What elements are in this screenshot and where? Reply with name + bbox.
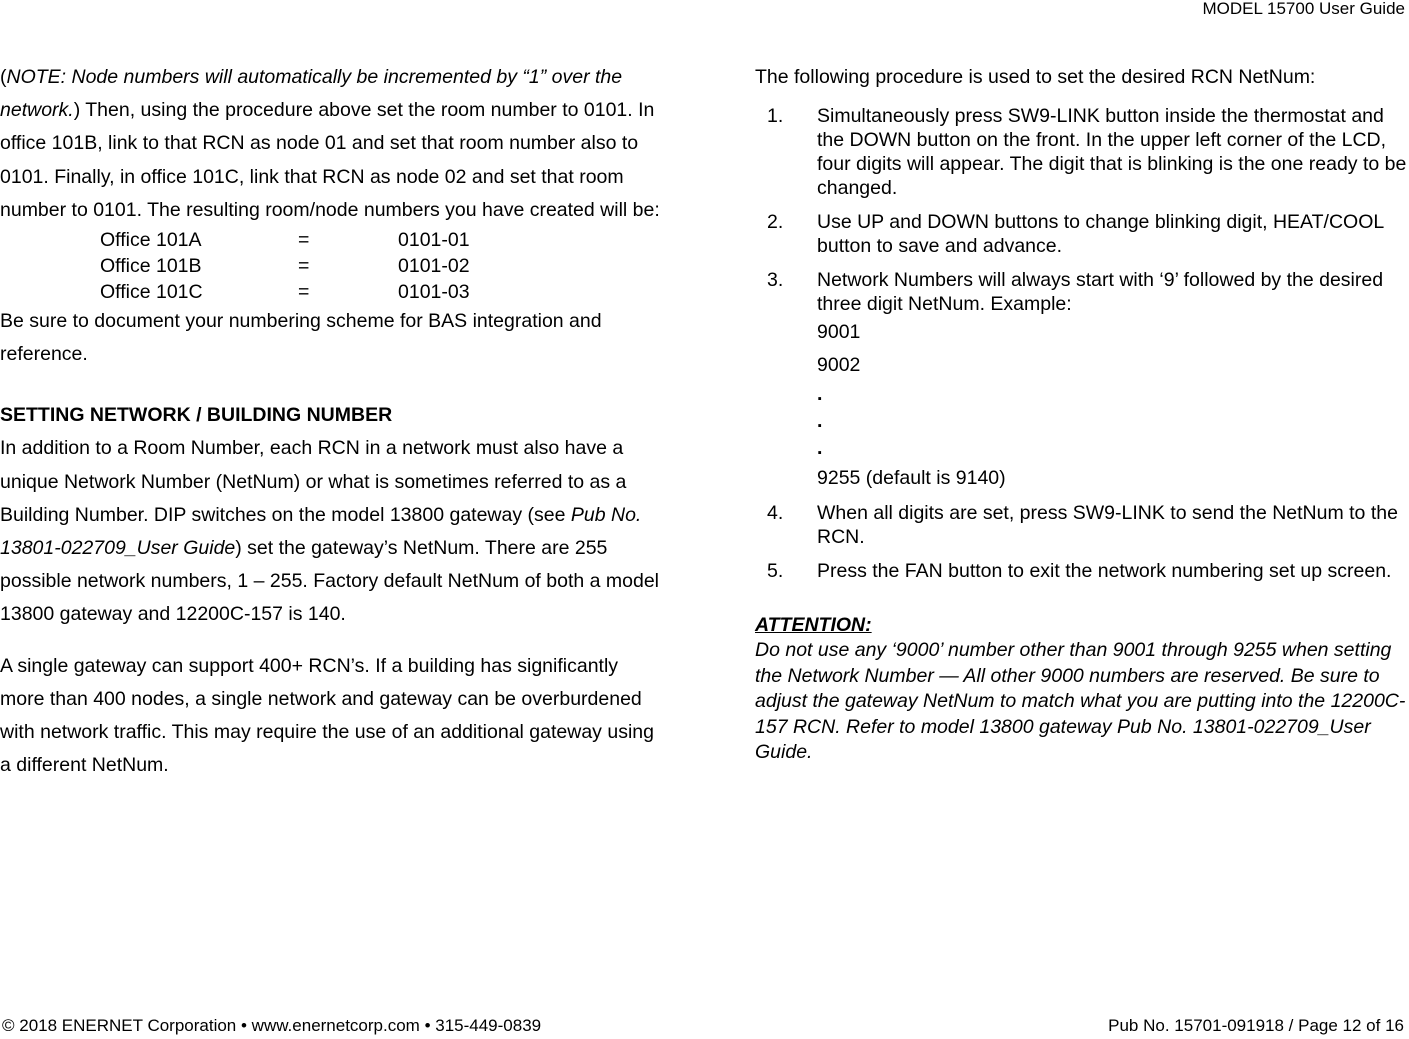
list-item bbox=[755, 559, 1409, 583]
right-column bbox=[755, 61, 1409, 766]
left-column bbox=[0, 61, 660, 782]
procedure-intro: The following procedure is used to set the desired RCN NetNum: bbox=[755, 66, 1316, 88]
attention-title: ATTENTION: bbox=[755, 614, 872, 637]
room-node-table bbox=[0, 227, 660, 305]
gateway-paragraph: A single gateway can support 400+ RCN’s. If a building has significantly more than 400 nodes, a single network and gateway can be overburdened with network traffic. This may require the use of an additional gateway using a different NetNum. bbox=[0, 654, 654, 777]
step-text: When all digits are set, press SW9-LINK to send the NetNum to the RCN. bbox=[817, 502, 1398, 549]
number-cell: 0101-01 bbox=[398, 229, 470, 252]
note-italic: NOTE: Node numbers will automatically be incremented by “1” over the network. bbox=[0, 66, 623, 122]
note-open: ( bbox=[0, 66, 7, 88]
footer-page-info: Pub No. 15701-091918 / Page 12 of 16 bbox=[1108, 1016, 1404, 1035]
office-cell: Office 101A bbox=[100, 229, 202, 252]
step-text: Network Numbers will always start with ‘9’ followed by the desired three digit NetNum. Example: bbox=[817, 269, 1384, 316]
equals-cell: = bbox=[298, 255, 310, 278]
step-number: 1. bbox=[767, 105, 784, 128]
office-cell: Office 101C bbox=[100, 281, 203, 304]
ellipsis-dot: . bbox=[817, 383, 823, 406]
example-value: 9002 bbox=[817, 354, 861, 377]
number-cell: 0101-03 bbox=[398, 281, 470, 304]
page-header-title: MODEL 15700 User Guide bbox=[1202, 0, 1405, 18]
step-number: 2. bbox=[767, 211, 784, 234]
ellipsis-dot: . bbox=[817, 410, 823, 433]
note-paragraph bbox=[0, 61, 660, 227]
list-item bbox=[755, 210, 1409, 258]
procedure-steps bbox=[755, 104, 1409, 583]
netnum-paragraph bbox=[0, 432, 660, 631]
step-number: 4. bbox=[767, 502, 784, 525]
table-row bbox=[0, 279, 660, 305]
document-note: Be sure to document your numbering scheme for BAS integration and reference. bbox=[0, 310, 602, 366]
section-heading: SETTING NETWORK / BUILDING NUMBER bbox=[0, 404, 393, 427]
step-text: Simultaneously press SW9-LINK button inside the thermostat and the DOWN button on the front. In the upper left corner of the LCD, four digits will appear. The digit that is blinking is the one ready to be changed. bbox=[817, 105, 1407, 200]
step-text: Use UP and DOWN buttons to change blinking digit, HEAT/COOL button to save and advance. bbox=[817, 211, 1384, 258]
step-number: 3. bbox=[767, 269, 784, 292]
list-item bbox=[755, 104, 1409, 200]
pub-reference: Pub No. 13801-022709_User Guide bbox=[0, 503, 642, 560]
number-cell: 0101-02 bbox=[398, 255, 470, 278]
note-rest: ) Then, using the procedure above set the room number to 0101. In office 101B, link to that RCN as node 01 and set that room number also to 0101. Finally, in office 101C, link that RCN as node 02 and set that room number to 0101. The resulting room/node numbers you have created will be: bbox=[0, 99, 660, 221]
paragraph-gap bbox=[0, 632, 660, 650]
list-item bbox=[755, 501, 1409, 549]
attention-body: Do not use any ‘9000’ number other than 9001 through 9255 when setting the Network Number — All other 9000 numbers are reserved. Be sure to adjust the gateway NetNum to match what you are putting into the 12200C-157 RCN. Refer to model 13800 gateway Pub No. 13801-022709_User Guide. bbox=[755, 639, 1406, 764]
office-cell: Office 101B bbox=[100, 255, 202, 278]
step-text: Press the FAN button to exit the network numbering set up screen. bbox=[817, 560, 1392, 583]
table-row bbox=[0, 227, 660, 253]
netnum-text-b: ) set the gateway’s NetNum. There are 255 possible network numbers, 1 – 255. Factory default NetNum of both a model 13800 gateway and 12200C-157 is 140. bbox=[0, 537, 660, 626]
step-number: 5. bbox=[767, 560, 784, 583]
example-value: 9001 bbox=[817, 321, 861, 344]
table-row bbox=[0, 253, 660, 279]
netnum-text-a: In addition to a Room Number, each RCN in a network must also have a unique Network Number (NetNum) or what is sometimes referred to as a Building Number. DIP switches on the model 13800 gateway (see bbox=[0, 437, 627, 526]
equals-cell: = bbox=[298, 281, 310, 304]
ellipsis-dot: . bbox=[817, 437, 823, 460]
list-item bbox=[755, 268, 1409, 316]
example-value: 9255 (default is 9140) bbox=[817, 467, 1006, 490]
equals-cell: = bbox=[298, 229, 310, 252]
footer-copyright: © 2018 ENERNET Corporation • www.enernetcorp.com • 315-449-0839 bbox=[2, 1016, 542, 1035]
